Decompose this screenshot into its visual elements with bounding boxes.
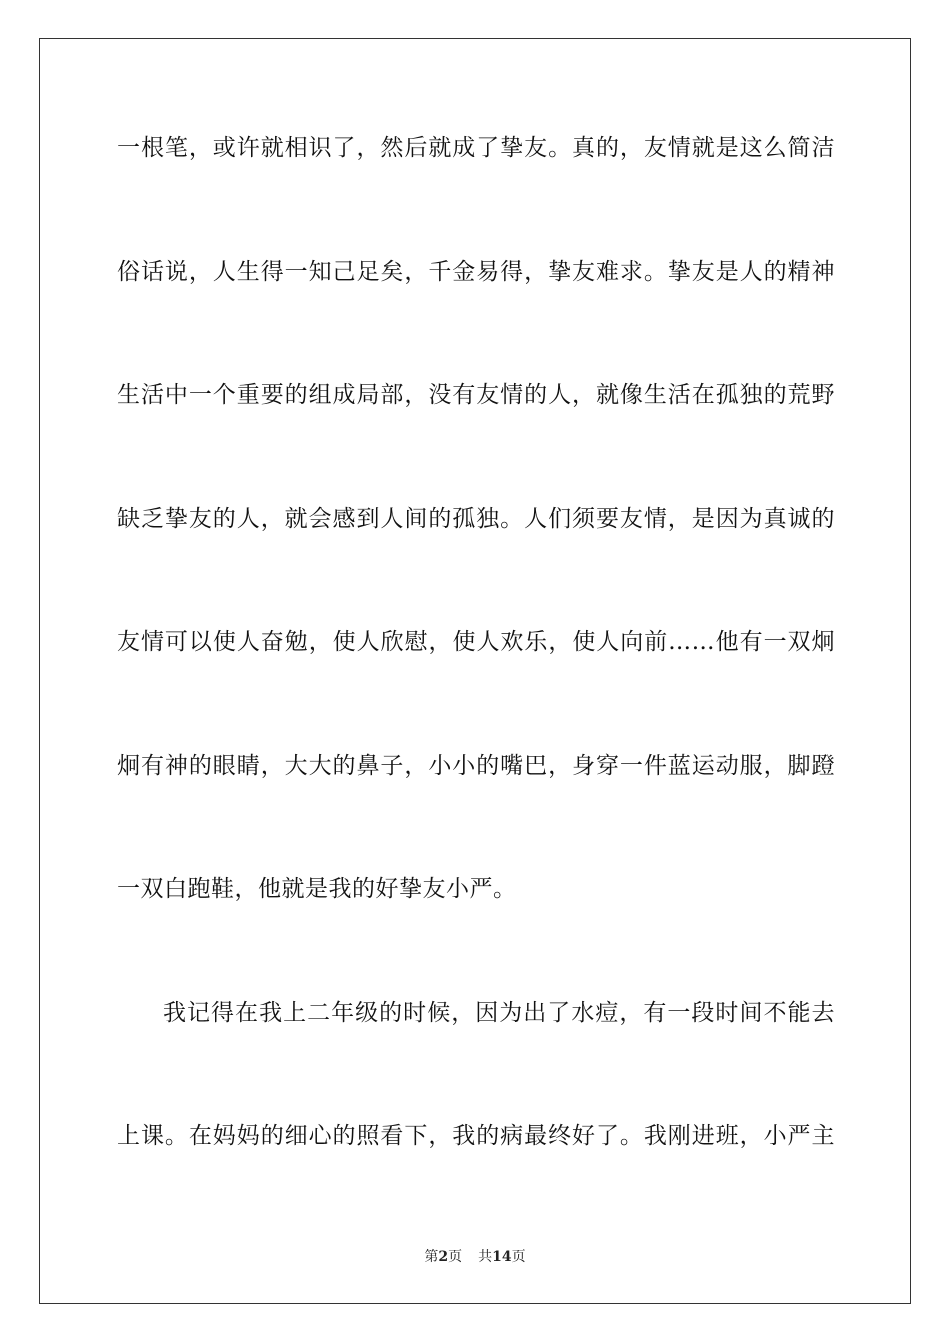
text-line-8: 我记得在我上二年级的时候，因为出了水痘，有一段时间不能去	[163, 999, 835, 1026]
document-body	[117, 126, 835, 1238]
page-prefix: 第	[424, 1249, 439, 1265]
text-line-1: 一根笔，或许就相识了，然后就成了挚友。真的，友情就是这么简洁	[117, 135, 835, 161]
text-line-9: 上课。在妈妈的细心的照看下，我的病最终好了。我刚进班，小严主	[117, 1123, 835, 1149]
text-line-5: 友情可以使人奋勉，使人欣慰，使人欢乐，使人向前……他有一双炯	[117, 629, 835, 655]
total-pages: 14	[492, 1249, 512, 1265]
total-suffix: 页	[511, 1249, 526, 1265]
text-line-4: 缺乏挚友的人，就会感到人间的孤独。人们须要友情，是因为真诚的	[117, 505, 835, 532]
text-line-3: 生活中一个重要的组成局部，没有友情的人，就像生活在孤独的荒野	[117, 382, 835, 408]
page-footer	[0, 1246, 950, 1266]
page-number: 2	[438, 1249, 449, 1265]
page-suffix: 页	[448, 1249, 463, 1265]
text-line-6: 炯有神的眼睛，大大的鼻子，小小的嘴巴，身穿一件蓝运动服，脚蹬	[117, 752, 835, 779]
text-line-7: 一双白跑鞋，他就是我的好挚友小严。	[117, 876, 517, 902]
total-prefix: 共	[478, 1249, 493, 1265]
text-line-2: 俗话说，人生得一知己足矣，千金易得，挚友难求。挚友是人的精神	[117, 258, 835, 285]
